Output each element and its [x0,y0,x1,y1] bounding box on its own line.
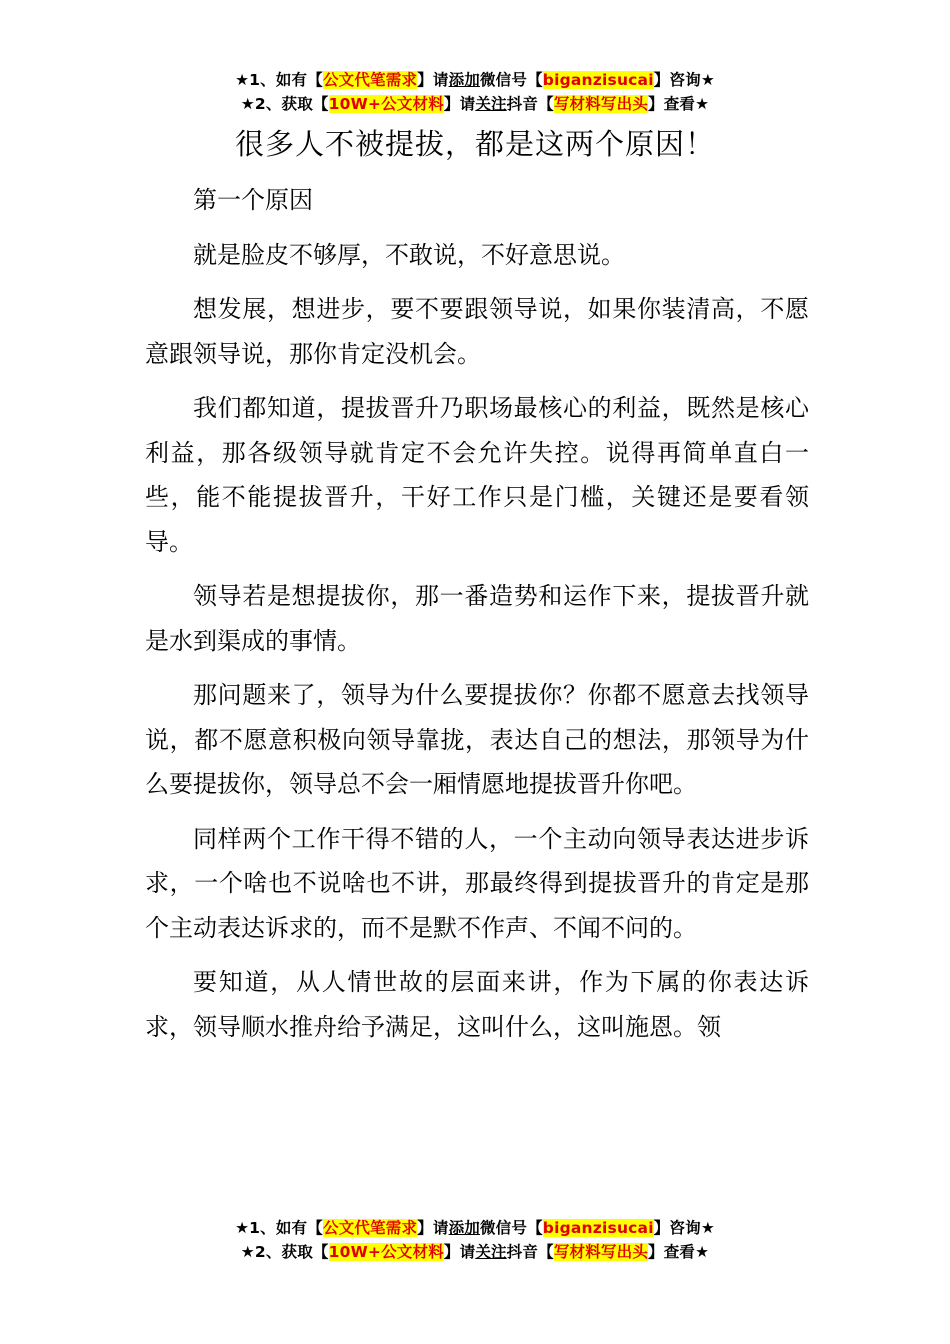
document-body [145,178,809,1059]
highlight-wechat-id: biganzisucai [542,1219,654,1237]
paragraph: 那问题来了，领导为什么要提拔你？你都不愿意去找领导说，都不愿意积极向领导靠拢，表达自己的想法，那领导为什么要提拔你，领导总不会一厢情愿地提拔晋升你吧。 [145,681,809,798]
document-title: 很多人不被提拔，都是这两个原因！ [234,127,715,161]
banner-line-2: ★2、获取【10W+公文材料】请关注抖音【写材料写出头】查看★ [240,95,710,113]
paragraph: 同样两个工作干得不错的人，一个主动向领导表达进步诉求，一个啥也不说啥也不讲，那最终得到提拔晋升的肯定是那个主动表达诉求的，而不是默不作声、不闻不问的。 [145,824,809,942]
banner-line-2: ★2、获取【10W+公文材料】请关注抖音【写材料写出头】查看★ [240,1243,710,1261]
highlight-materials: 10W+公文材料 [328,95,444,113]
banner-line-1: ★1、如有【公文代笔需求】请添加微信号【biganzisucai】咨询★ [235,71,715,89]
highlight-douyin-id: 写材料写出头 [553,1243,649,1261]
highlight-douyin-id: 写材料写出头 [553,95,649,113]
paragraph: 想发展，想进步，要不要跟领导说，如果你装清高，不愿意跟领导说，那你肯定没机会。 [145,295,809,368]
highlight-service: 公文代笔需求 [322,71,418,89]
section-heading: 第一个原因 [193,186,313,214]
paragraph: 领导若是想提拔你，那一番造势和运作下来，提拔晋升就是水到渠成的事情。 [145,582,809,655]
highlight-wechat-id: biganzisucai [542,71,654,89]
footer-banner [0,1216,950,1264]
highlight-service: 公文代笔需求 [322,1219,418,1237]
header-banner [0,68,950,116]
paragraph: 要知道，从人情世故的层面来讲，作为下属的你表达诉求，领导顺水推舟给予满足，这叫什么，这叫施恩。领 [145,968,809,1041]
highlight-materials: 10W+公文材料 [328,1243,444,1261]
banner-line-1: ★1、如有【公文代笔需求】请添加微信号【biganzisucai】咨询★ [235,1219,715,1237]
paragraph: 我们都知道，提拔晋升乃职场最核心的利益，既然是核心利益，那各级领导就肯定不会允许失控。说得再简单直白一些，能不能提拔晋升，干好工作只是门槛，关键还是要看领导。 [145,394,809,556]
paragraph: 就是脸皮不够厚，不敢说，不好意思说。 [193,240,625,269]
